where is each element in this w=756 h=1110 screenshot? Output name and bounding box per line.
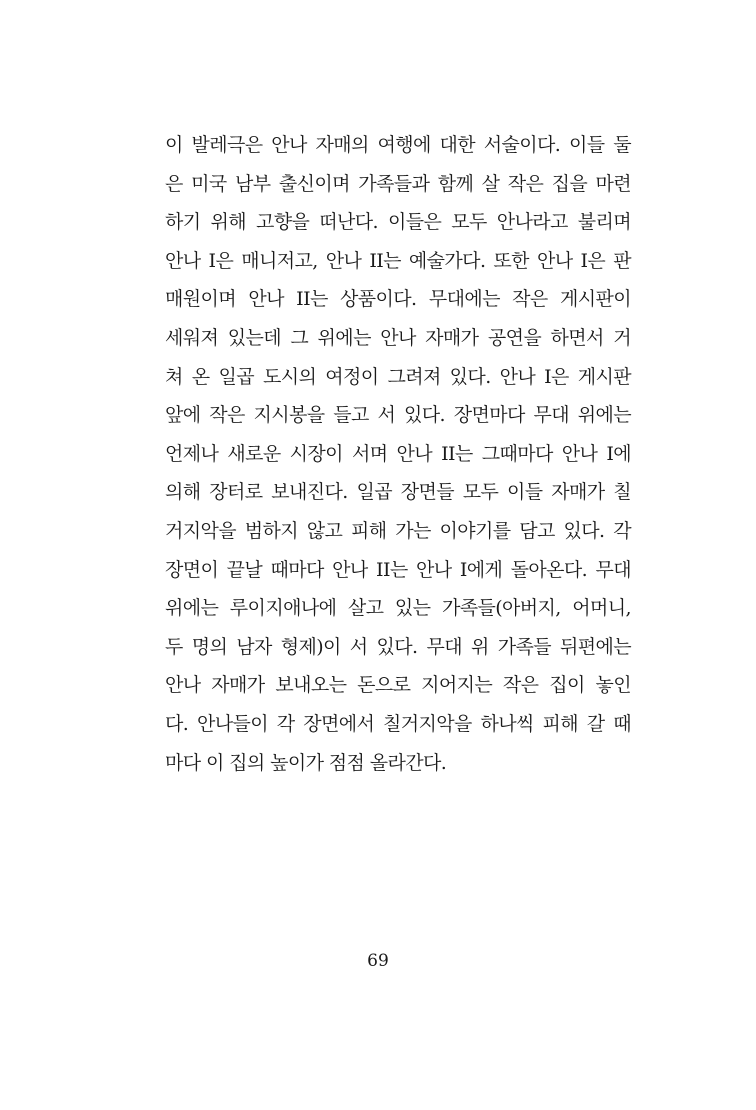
- paragraph-line: 마다 이 집의 높이가 점점 올라간다.: [165, 751, 447, 774]
- paragraph-line: 다. 안나들이 각 장면에서 칠거지악을 하나씩 피해 갈 때: [165, 712, 631, 735]
- paragraph-line: 거지악을 범하지 않고 피해 가는 이야기를 담고 있다. 각: [165, 519, 631, 542]
- paragraph-line: 쳐 온 일곱 도시의 여정이 그려져 있다. 안나 I은 게시판: [165, 365, 631, 388]
- paragraph-line: 장면이 끝날 때마다 안나 II는 안나 I에게 돌아온다. 무대: [165, 558, 631, 581]
- paragraph-line: 언제나 새로운 시장이 서며 안나 II는 그때마다 안나 I에: [165, 442, 631, 465]
- paragraph-line: 두 명의 남자 형제)이 서 있다. 무대 위 가족들 뒤편에는: [165, 635, 631, 658]
- paragraph-line: 이 발레극은 안나 자매의 여행에 대한 서술이다. 이들 둘: [165, 134, 631, 156]
- paragraph-line: 세워져 있는데 그 위에는 안나 자매가 공연을 하면서 거: [165, 326, 631, 349]
- body-paragraph: [165, 126, 631, 782]
- paragraph-line: 안나 I은 매니저고, 안나 II는 예술가다. 또한 안나 I은 판: [165, 249, 631, 272]
- paragraph-line: 의해 장터로 보내진다. 일곱 장면들 모두 이들 자매가 칠: [165, 481, 631, 504]
- paragraph-line: 매원이며 안나 II는 상품이다. 무대에는 작은 게시판이: [165, 288, 631, 311]
- paragraph-line: 은 미국 남부 출신이며 가족들과 함께 살 작은 집을 마련: [165, 172, 631, 195]
- paragraph-line: 하기 위해 고향을 떠난다. 이들은 모두 안나라고 불리며: [165, 211, 631, 234]
- paragraph-line: 앞에 작은 지시봉을 들고 서 있다. 장면마다 무대 위에는: [165, 404, 631, 427]
- paragraph-line: 안나 자매가 보내오는 돈으로 지어지는 작은 집이 놓인: [165, 674, 631, 697]
- page-number: 69: [367, 951, 389, 971]
- paragraph-line: 위에는 루이지애나에 살고 있는 가족들(아버지, 어머니,: [165, 597, 631, 620]
